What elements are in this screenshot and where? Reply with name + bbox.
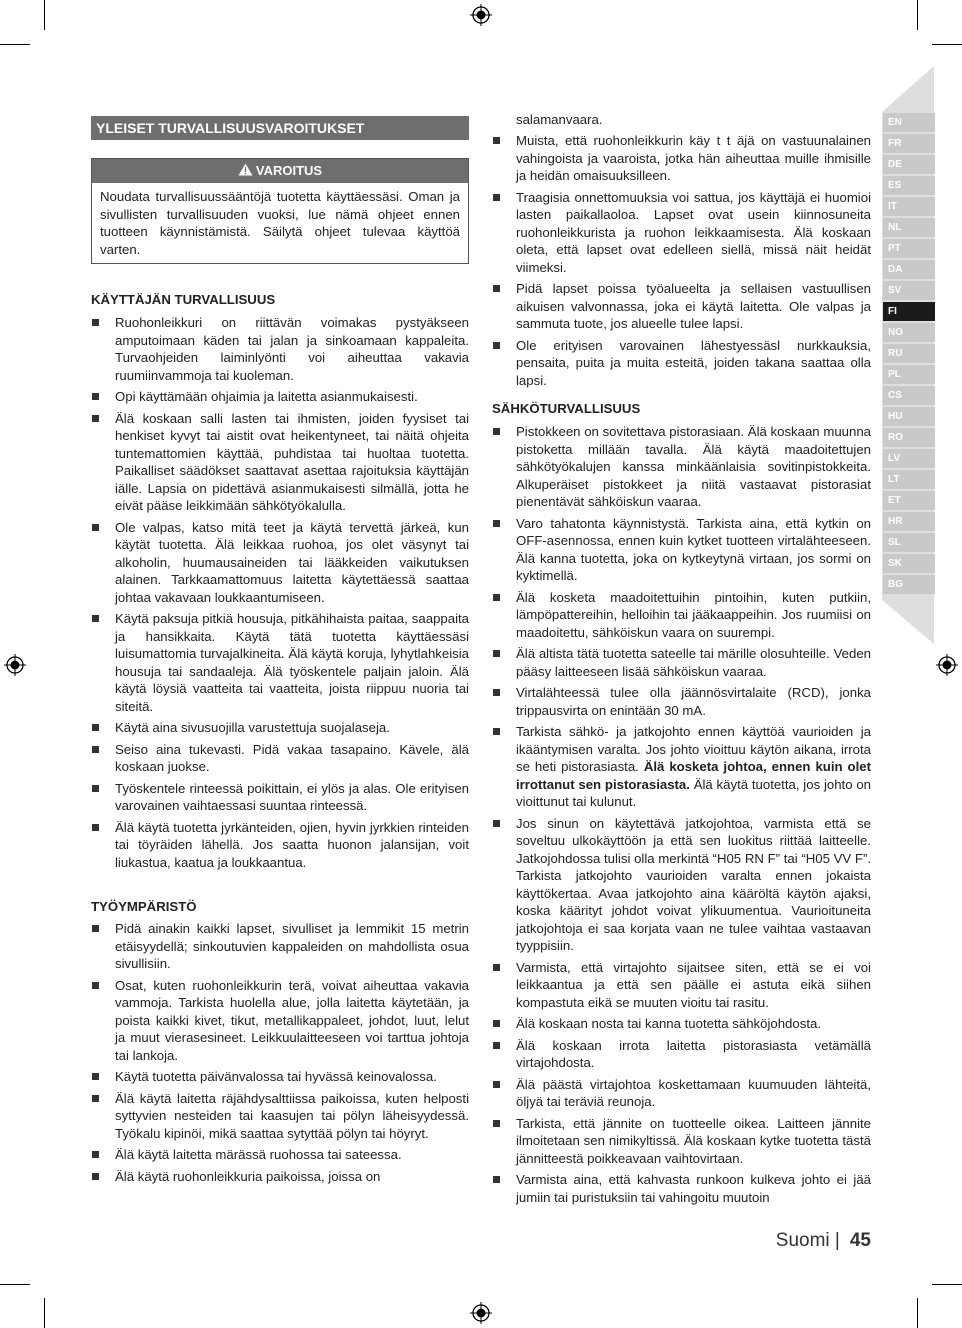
- electrical-list: [492, 423, 871, 1210]
- bullet-square-icon: [92, 925, 99, 932]
- bullet-square-icon: [92, 824, 99, 831]
- registration-mark-icon: [470, 4, 492, 26]
- list-item: [91, 388, 469, 406]
- section-title: YLEISET TURVALLISUUSVAROITUKSET: [91, 116, 469, 140]
- list-item-text: Älä päästä virtajohtoa koskettamaan kuumuuden lähteitä, öljyä tai teräviä reunoja.: [516, 1076, 871, 1109]
- list-item: [91, 977, 469, 1065]
- list-item-text: Traagisia onnettomuuksia voi sattua, jos käyttäjä ei huomioi lasten paikallaoloa. Lapset ovat usein kiinnosuneita ruohonleikkurista ja ruohon leikkaamisesta. Älä koskaan oleta, että lapset ovat edelleen siellä, missä näit heidät viimeksi.: [516, 189, 871, 275]
- list-item-text: Pistokkeen on sovitettava pistorasiaan. Älä koskaan muunna pistoketta millään tavalla. Älä käytä maadoitettujen sähkötyökalujen kanssa minkäänlaisia sovitinpistokkeita. Alkuperäiset pistokkeet ja niitä vastaavat pistorasiat pienentävät sähköiskun vaaraa.: [516, 424, 871, 509]
- bullet-square-icon: [493, 1020, 500, 1027]
- bullet-square-icon: [493, 689, 500, 696]
- heading-user-safety: KÄYTTÄJÄN TURVALLISUUS: [91, 292, 276, 307]
- language-tab-cs[interactable]: CS: [883, 386, 935, 405]
- list-item-text: Seiso aina tukevasti. Pidä vakaa tasapaino. Kävele, älä koskaan juokse.: [115, 741, 469, 774]
- list-item: [91, 519, 469, 607]
- list-item-text: Käytä aina sivusuojilla varustettuja suojalaseja.: [115, 720, 390, 735]
- bullet-square-icon: [493, 1176, 500, 1183]
- list-item: [492, 280, 871, 333]
- bullet-square-icon: [493, 342, 500, 349]
- list-item-text: Pidä ainakin kaikki lapset, sivulliset ja lemmikit 15 metrin etäisyydellä; sinkoutuvien kappaleiden on mahdollista osua sivullisiin.: [115, 921, 469, 971]
- list-item: [91, 780, 469, 815]
- language-tabs: [883, 113, 935, 596]
- list-item-text: Jos sinun on käytettävä jatkojohtoa, varmista että se soveltuu ulkokäyttöön ja että sen luokitus riittää laitteelle. Jatkojohdossa tulisi olla merkintä “H05 RN F” tai “H05 VV F”. Tarkista jatkojohto vaurioiden varalta ennen jokaista käyttökertaa. Avaa jatkojohto aina kääröltä käytön ajaksi, koska käärityt johdot voivat ylikuumentua. Vaurioituneita jatkojohtoja ei saa korjata vaan ne tulee vaihtaa vastaavan tyyppisiin.: [516, 815, 871, 953]
- list-item: [91, 920, 469, 973]
- list-item-text: Varmista, että virtajohto sijaitsee siten, että se ei voi leikkaantua ja että sen päälle ei astuta eikä siihen kompastuta eikä se muuten vioitu tai rasitu.: [516, 959, 871, 1010]
- list-item-text: Virtalähteessä tulee olla jäännösvirtalaite (RCD), jonka trippausvirta on enintään 30 mA.: [516, 685, 871, 718]
- list-item: [492, 189, 871, 277]
- list-item: [492, 589, 871, 642]
- bullet-square-icon: [92, 1151, 99, 1158]
- bullet-square-icon: [92, 724, 99, 731]
- list-item-text: Älä koskaan irrota laitetta pistorasiasta vetämällä virtajohdosta.: [516, 1037, 871, 1070]
- list-item: [91, 610, 469, 715]
- bullet-square-icon: [493, 520, 500, 527]
- bullet-square-icon: [493, 137, 500, 144]
- list-item: [492, 645, 871, 680]
- list-item: [91, 1168, 469, 1186]
- bullet-square-icon: [92, 746, 99, 753]
- bullet-square-icon: [493, 428, 500, 435]
- list-item: [492, 337, 871, 390]
- list-item-text: Ole valpas, katso mitä teet ja käytä tervettä järkeä, kun käytät tuotetta. Älä leikkaa ruohoa, jos olet väsynyt tai alkoholin, huumausaineiden tai lääkkeiden vaikutuksen alainen. Tarkkaamattomuus laitetta käytettäessä saattaa johtaa vakavaan loukkaantumiseen.: [115, 519, 469, 605]
- warning-label: VAROITUS: [255, 163, 323, 178]
- list-item: [492, 1037, 871, 1072]
- list-item: [492, 1015, 871, 1033]
- language-tab-it[interactable]: IT: [883, 197, 935, 216]
- bullet-square-icon: [493, 1042, 500, 1049]
- language-tab-ru[interactable]: RU: [883, 344, 935, 363]
- list-item: [492, 959, 871, 1012]
- registration-mark-icon: [470, 1302, 492, 1324]
- language-tab-pt[interactable]: PT: [883, 239, 935, 258]
- list-item: [91, 1068, 469, 1086]
- bullet-square-icon: [493, 594, 500, 601]
- language-tab-et[interactable]: ET: [883, 491, 935, 510]
- list-item-text: Älä käytä laitetta märässä ruohossa tai sateessa.: [115, 1147, 402, 1162]
- bullet-square-icon: [92, 524, 99, 531]
- list-item-text: Ruohonleikkuri on riittävän voimakas pystyäkseen amputoimaan käden tai jalan ja sinkoamaan kappaleita. Turvaohjeiden laiminlyönti voi aiheuttaa vakavia ruumiinvammoja tai kuoleman.: [115, 315, 469, 383]
- bullet-square-icon: [493, 285, 500, 292]
- list-item: [91, 314, 469, 384]
- continued-text: salamanvaara.: [516, 112, 603, 127]
- bullet-square-icon: [92, 785, 99, 792]
- list-item-text: Älä altista tätä tuotetta sateelle tai märille olosuhteille. Veden pääsy laitteeseen lisää sähköiskun vaaraa.: [516, 646, 871, 679]
- language-tab-sl[interactable]: SL: [883, 533, 935, 552]
- bullet-square-icon: [92, 393, 99, 400]
- warning-header: [92, 159, 468, 183]
- bullet-square-icon: [493, 1120, 500, 1127]
- language-tab-bg[interactable]: BG: [883, 575, 935, 594]
- footer-language: Suomi |: [775, 1230, 840, 1251]
- registration-mark-icon: [4, 654, 26, 676]
- list-item-text: Tarkista, että jännite on tuotteelle oikea. Laitteen jännite ilmoitetaan sen nimikyltissä. Älä koskaan kytke tuotetta tästä jännitteestä poikkeavaan vaihtovirtaan.: [516, 1115, 871, 1166]
- language-tab-lt[interactable]: LT: [883, 470, 935, 489]
- list-item-text: Varo tahatonta käynnistystä. Tarkista aina, että kytkin on OFF-asennossa, ennen kuin kytket tuotteen virtalähteeseen. Älä kanna tuotetta, joka on kytkeytynä virtaan, jos sormi on kyktimellä.: [516, 515, 871, 583]
- page-number: 45: [849, 1230, 871, 1251]
- language-tab-hr[interactable]: HR: [883, 512, 935, 531]
- bullet-square-icon: [493, 820, 500, 827]
- language-tab-nl[interactable]: NL: [883, 218, 935, 237]
- registration-mark-icon: [936, 654, 958, 676]
- list-item-text: Osat, kuten ruohonleikkurin terä, voivat aiheuttaa vakavia vammoja. Tarkista huolella alue, jolla laitetta käytetään, ja poista kaikki kivet, tikut, metallikappaleet, johdot, luut, lelut ja muut vierasesineet. Leikkuulaitteeseen voi tarttua johtoja tai lankoja.: [115, 977, 469, 1063]
- bullet-square-icon: [493, 1081, 500, 1088]
- list-item: [91, 1090, 469, 1143]
- work-area-list: [91, 920, 469, 1189]
- list-item: [492, 1115, 871, 1168]
- heading-electrical: SÄHKÖTURVALLISUUS: [492, 401, 641, 416]
- bullet-square-icon: [92, 1173, 99, 1180]
- list-item: [91, 819, 469, 872]
- list-item-text: Käytä paksuja pitkiä housuja, pitkähihaista paitaa, saappaita ja hansikkaita. Käytä tätä tuotetta käyttäessäsi luisumattomia turvajalkineita. Älä käytä koruja, lyhytlahkeisia housuja tai sandaaleja. Älä työskentele paljain jaloin. Älä käytä löysiä vaatteita tai vaatteita, joista riippuu nuoria tai siteitä.: [115, 611, 469, 714]
- list-item-text: Älä käytä ruohonleikkuria paikoissa, joissa on: [115, 1168, 381, 1184]
- list-item-text: Älä käytä tuotetta, jos johto on vioittunut tai kulunut.: [516, 776, 871, 809]
- list-item-text: Muista, että ruohonleikkurin käy t t äjä on vastuunalainen vahingoista ja vaaroista, jotka hän aiheuttaa muille ihmisille ja heidän omaisuuksilleen.: [516, 133, 871, 183]
- language-tab-de[interactable]: DE: [883, 155, 935, 174]
- list-item: [91, 410, 469, 515]
- list-item: [91, 719, 469, 737]
- language-tab-hu[interactable]: HU: [883, 407, 935, 426]
- heading-work-area: TYÖYMPÄRISTÖ: [91, 899, 197, 914]
- list-item-text: Älä koskaan nosta tai kanna tuotetta sähköjohdosta.: [516, 1016, 821, 1031]
- list-item-text: Työskentele rinteessä poikittain, ei ylös ja alas. Ole erityisen varovainen vaihtaessasi suuntaa rinteessä.: [115, 780, 469, 813]
- list-item-text: Tarkista sähkö- ja jatkojohto ennen käyttöä vaurioiden ja ikääntymisen varalta. Jos johto vioittuu käytön aikana, irrota se heti pistorasiasta.: [516, 724, 871, 774]
- language-tab-ro[interactable]: RO: [883, 428, 935, 447]
- list-item-text: Pidä lapset poissa työalueelta ja sellaisen vastuullisen aikuisen valvonnassa, joka ei käytä laitetta. Ole valpas ja sammuta tuote, jos alueelle tulee lapsi.: [516, 281, 871, 331]
- list-item-bold-text: Älä kosketa johtoa, ennen kuin olet irrottanut sen pistorasiasta.: [516, 759, 871, 792]
- bullet-square-icon: [493, 728, 500, 735]
- warning-triangle-icon: [238, 163, 253, 176]
- bullet-square-icon: [493, 964, 500, 971]
- list-item-text: Älä käytä laitetta räjähdysalttiissa paikoissa, kuten helposti syttyvien nesteiden tai kaasujen tai pölyn läheisyydessä. Työkalu kipinöi, mikä saattaa sytyttää pölyn tai höyryt.: [115, 1090, 469, 1141]
- list-item-text: Älä käytä tuotetta jyrkänteiden, ojien, hyvin jyrkkien rinteiden tai töyräiden lähellä. Jos saatta huonon jalansijan, voit liukastua, kaatua ja loukkaantua.: [115, 819, 469, 870]
- bullet-square-icon: [493, 650, 500, 657]
- language-tab-sk[interactable]: SK: [883, 554, 935, 573]
- language-tab-pl[interactable]: PL: [883, 365, 935, 384]
- list-item: [492, 423, 871, 511]
- warning-text: Noudata turvallisuussääntöjä tuotetta käyttäessäsi. Oman ja sivullisten turvallisuuden vuoksi, lue nämä ohjeet ennen tuotteen käynnistämistä. Säilytä ohjeet tulevaa käyttöä varten.: [100, 189, 460, 257]
- bullet-square-icon: [493, 194, 500, 201]
- bullet-square-icon: [92, 319, 99, 326]
- language-tab-lv[interactable]: LV: [883, 449, 935, 468]
- list-item-text: Älä kosketa maadoitettuihin pintoihin, kuten putkiin, lämpöpattereihin, helloihin tai jääkaappeihin. Jos ruumiisi on maadoitettu, sähköiskun vaara on suurempi.: [516, 589, 871, 640]
- list-item: [91, 1146, 469, 1164]
- language-tab-fr[interactable]: FR: [883, 134, 935, 153]
- list-item-text: Ole erityisen varovainen lähestyessäsl nurkkauksia, pensaita, puita ja muita esteitä, joiden takana saattaa olla lapsi.: [516, 337, 871, 388]
- list-item-text: Älä koskaan salli lasten tai ihmisten, joiden fyysiset tai henkiset kyvyt tai aistit ovat heikentyneet, tai näitä ohjeita tuntemattomien käyttää, puhdistaa tai huoltaa tuotetta. Paikalliset säädökset saattavat asettaa rajoituksia käyttäjän iälle. Lapsia on pidettävä asianmukaisesti silmällä, jotta he eivät pääse leikkimään sähkötyökalulla.: [115, 410, 469, 513]
- list-item: [492, 1076, 871, 1111]
- list-item: [492, 684, 871, 719]
- list-item-text: Opi käyttämään ohjaimia ja laitetta asianmukaisesti.: [115, 389, 418, 404]
- list-item: [91, 741, 469, 776]
- list-item-text: Varmista aina, että kahvasta runkoon kulkeva johto ei jää jumiin tai puristuksiin tai vahingoitu muutoin: [516, 1172, 871, 1205]
- language-tab-fi[interactable]: FI: [883, 302, 935, 321]
- language-tab-no[interactable]: NO: [883, 323, 935, 342]
- user-safety-list: [91, 314, 469, 875]
- list-item-text: Käytä tuotetta päivänvalossa tai hyvässä keinovalossa.: [115, 1069, 437, 1084]
- language-tab-en[interactable]: EN: [883, 113, 935, 132]
- warning-box: [91, 158, 469, 264]
- bullet-square-icon: [92, 982, 99, 989]
- bullet-square-icon: [92, 1095, 99, 1102]
- bullet-square-icon: [92, 1073, 99, 1080]
- language-tab-es[interactable]: ES: [883, 176, 935, 195]
- language-tab-da[interactable]: DA: [883, 260, 935, 279]
- bullet-square-icon: [92, 415, 99, 422]
- list-item: [492, 723, 871, 811]
- language-tab-sv[interactable]: SV: [883, 281, 935, 300]
- list-item: [492, 515, 871, 585]
- work-area-list-continued: [492, 132, 871, 393]
- list-item: [492, 132, 871, 185]
- page-footer: [776, 1230, 871, 1252]
- list-item: [492, 1171, 871, 1206]
- bullet-square-icon: [92, 615, 99, 622]
- list-item: [492, 815, 871, 955]
